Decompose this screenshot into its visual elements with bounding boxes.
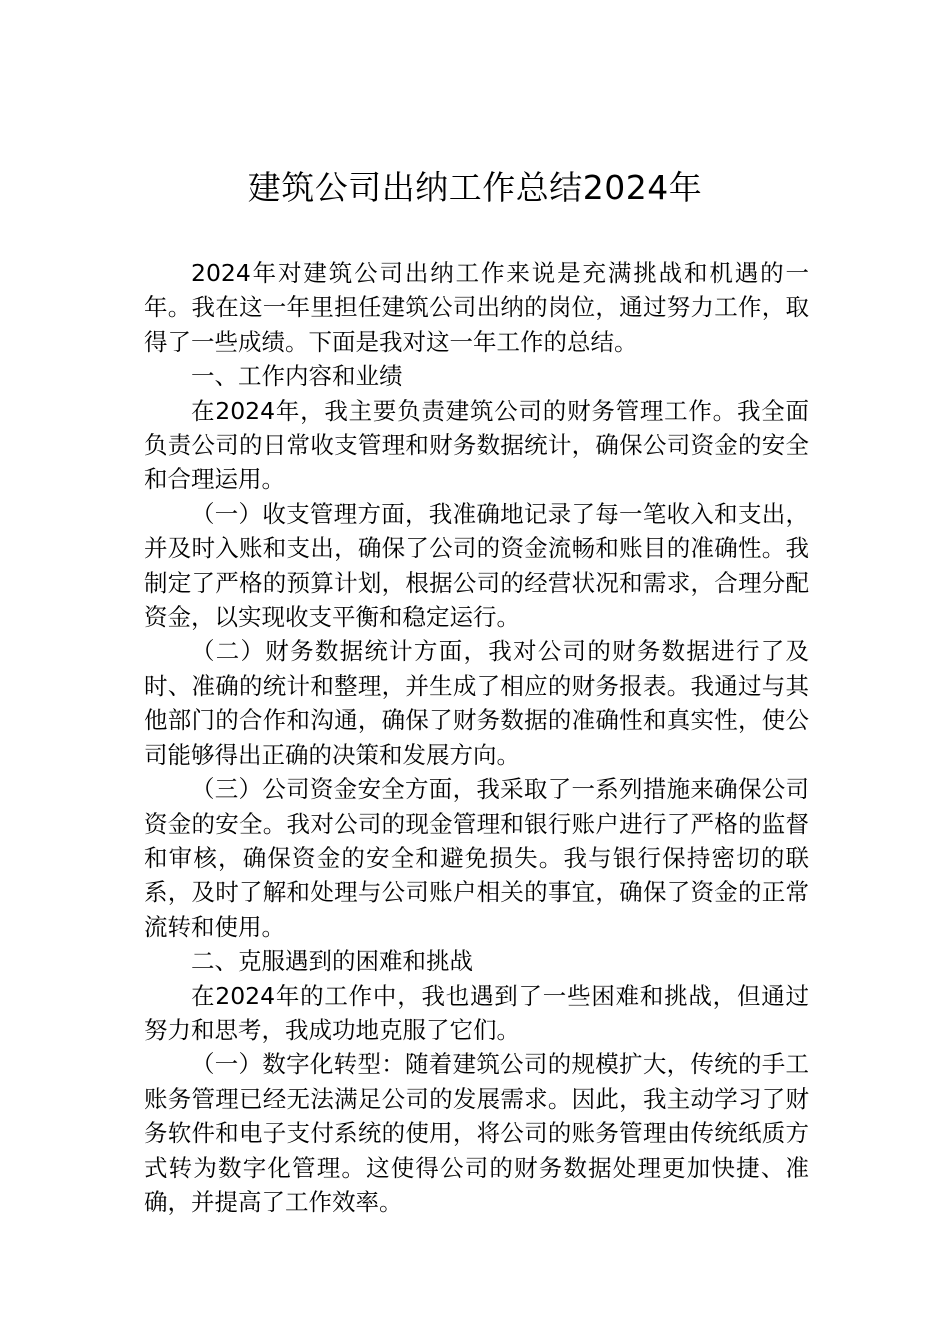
- paragraph-income-expense: （一）收支管理方面，我准确地记录了每一笔收入和支出，并及时入账和支出，确保了公司的资金流畅和账目的准确性。我制定了严格的预算计划，根据公司的经营状况和需求，合理分配资金，以实现收支平衡和稳定运行。: [144, 499, 809, 632]
- paragraph-challenges: 在2024年的工作中，我也遇到了一些困难和挑战，但通过努力和思考，我成功地克服了它们。: [144, 981, 809, 1044]
- paragraph-digital-transformation: （一）数字化转型：随着建筑公司的规模扩大，传统的手工账务管理已经无法满足公司的发展需求。因此，我主动学习了财务软件和电子支付系统的使用，将公司的账务管理由传统纸质方式转为数字化管理。这使得公司的财务数据处理更加快捷、准确，并提高了工作效率。: [144, 1050, 809, 1216]
- document-body: [144, 256, 809, 1219]
- document-title: 建筑公司出纳工作总结2024年: [247, 168, 703, 207]
- paragraph-fund-security: （三）公司资金安全方面，我采取了一系列措施来确保公司资金的安全。我对公司的现金管理和银行账户进行了严格的监督和审核，确保资金的安全和避免损失。我与银行保持密切的联系，及时了解和处理与公司账户相关的事宜，确保了资金的正常流转和使用。: [144, 775, 809, 941]
- section-heading-2: 二、克服遇到的困难和挑战: [191, 947, 473, 976]
- paragraph-financial-statistics: （二）财务数据统计方面，我对公司的财务数据进行了及时、准确的统计和整理，并生成了相应的财务报表。我通过与其他部门的合作和沟通，确保了财务数据的准确性和真实性，使公司能够得出正确的决策和发展方向。: [144, 637, 809, 769]
- paragraph-intro: 2024年对建筑公司出纳工作来说是充满挑战和机遇的一年。我在这一年里担任建筑公司出纳的岗位，通过努力工作，取得了一些成绩。下面是我对这一年工作的总结。: [144, 259, 809, 356]
- paragraph-work-overview: 在2024年，我主要负责建筑公司的财务管理工作。我全面负责公司的日常收支管理和财务数据统计，确保公司资金的安全和合理运用。: [144, 396, 809, 494]
- section-heading-1: 一、工作内容和业绩: [191, 362, 403, 391]
